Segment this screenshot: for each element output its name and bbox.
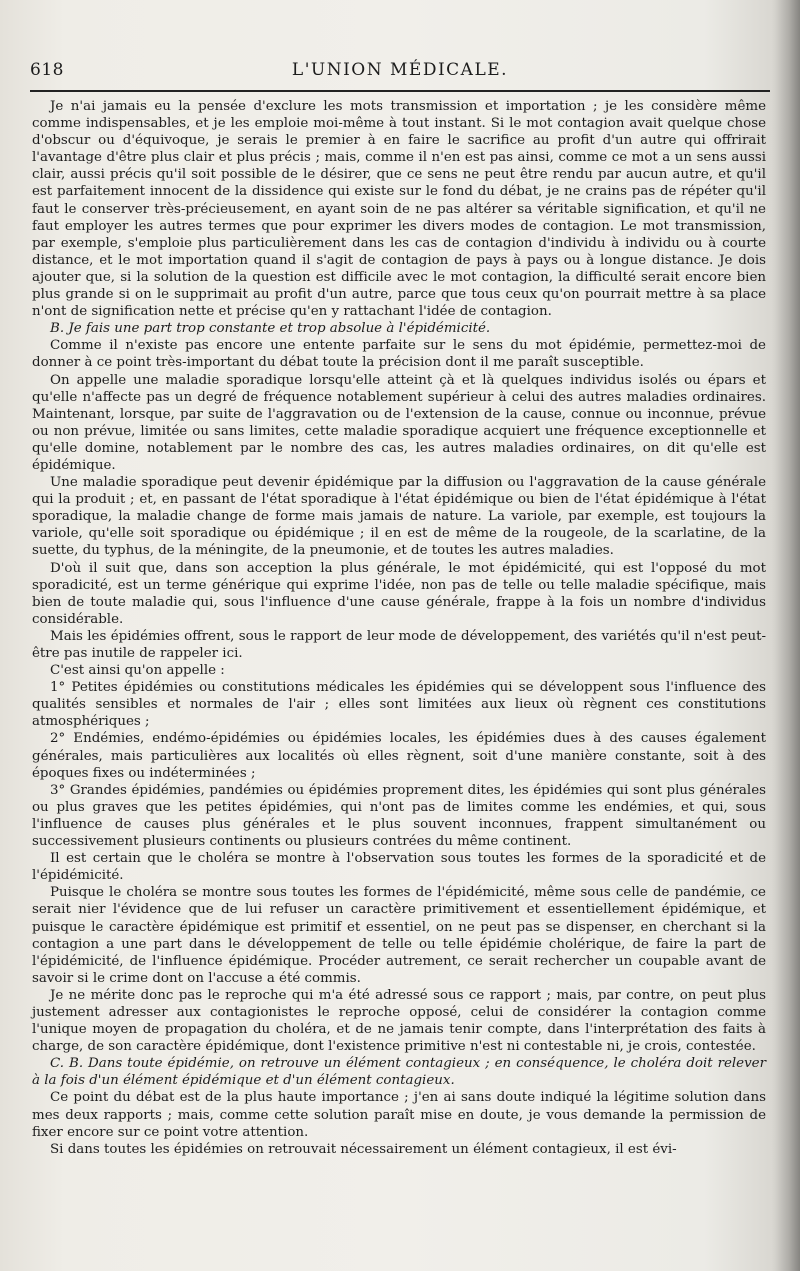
article-body: [32, 98, 766, 1158]
paragraph: Il est certain que le choléra se montre à l'observation sous toutes les formes de la sporadicité et de l'épidémicité.: [32, 851, 766, 884]
paragraph: On appelle une maladie sporadique lorsqu'elle atteint çà et là quelques individus isolés ou épars et qu'elle n'affecte pas un degré de fréquence notablement supérieur à celui des autres maladies ordinaires. Maintenant, lorsque, par suite de l'aggravation ou de l'extension de la cause, connue ou inconnue, prévue ou non prévue, limitée ou sans limites, cette maladie sporadique acquiert une fréquence exceptionnelle et qu'elle domine, notablement par le nombre des cas, les autres maladies ordinaires, on dit qu'elle est épidémique.: [32, 372, 766, 473]
book-gutter-shadow: [772, 0, 800, 1271]
section-heading-cb: C. B. Dans toute épidémie, on retrouve un élément contagieux ; en conséquence, le choléra doit relever à la fois d'un élément épidémique et d'un élément contagieux.: [32, 1056, 766, 1089]
paragraph: Si dans toutes les épidémies on retrouvait nécessairement un élément contagieux, il est évi-: [50, 1141, 677, 1157]
header-rule: [30, 90, 770, 92]
list-item: 3° Grandes épidémies, pandémies ou épidémies proprement dites, les épidémies qui sont plus générales ou plus graves que les petites épidémies, qui n'ont pas de limites comme les endémies, et qui, sous l'influence de causes plus générales et le plus souvent inconnues, frappent simultanément ou successivement plusieurs continents ou plusieurs contrées du même continent.: [32, 782, 766, 850]
paragraph: Ce point du débat est de la plus haute importance ; j'en ai sans doute indiqué la légitime solution dans mes deux rapports ; mais, comme cette solution paraît mise en doute, je vous demande la permission de fixer encore sur ce point votre attention.: [32, 1090, 766, 1140]
paragraph: Comme il n'existe pas encore une entente parfaite sur le sens du mot épidémie, permettez-moi de donner à ce point très-important du débat toute la précision dont il me paraît susceptible.: [32, 338, 766, 371]
paragraph: Je ne mérite donc pas le reproche qui m'a été adressé sous ce rapport ; mais, par contre, on peut plus justement adresser aux contagionistes le reproche opposé, celui de considérer la contagion comme l'unique moyen de propagation du choléra, et de ne jamais tenir compte, dans l'interprétation des faits à charge, de son caractère épidémique, dont l'existence primitive n'est ni contestable ni, je crois, contestée.: [32, 987, 766, 1055]
paragraph: Je n'ai jamais eu la pensée d'exclure les mots transmission et importation ; je les considère même comme indispensables, et je les emploie moi-même à tout instant. Si le mot contagion avait quelque chose d'obscur ou d'équivoque, je serais le premier à en faire le sacrifice au profit d'un autre qui offrirait l'avantage d'être plus clair et plus précis ; mais, comme il n'en est pas ainsi, comme ce mot a un sens aussi clair, aussi précis qu'il soit possible de le désirer, que ce sens ne peut être rendu par aucun autre, et qu'il est parfaitement innocent de la dissidence qui existe sur le fond du débat, je ne crains pas de répéter qu'il faut le conserver très-précieusement, en ayant soin de ne pas altérer sa véritable signification, et qu'il ne faut employer les autres termes que pour exprimer les divers modes de contagion. Le mot transmission, par exemple, s'emploie plus particulièrement dans les cas de contagion d'individu à individu ou à courte distance, et le mot importation quand il s'agit de contagion de pays à pays ou à longue distance. Je dois ajouter que, si la solution de la question est difficile avec le mot contagion, la difficulté serait encore bien plus grande si on le supprimait au profit d'un autre, parce que tous ceux qu'on pourrait mettre à sa place n'ont de signification nette et précise qu'en y rattachant l'idée de contagion.: [32, 99, 766, 320]
list-item: 1° Petites épidémies ou constitutions médicales les épidémies qui se développent sous l'influence des qualités sensibles et normales de l'air ; elles sont limitées aux lieux où règnent ces constitutions atmosphériques ;: [32, 680, 766, 730]
paragraph: C'est ainsi qu'on appelle :: [50, 663, 225, 679]
running-title: L'UNION MÉDICALE.: [291, 60, 509, 80]
paragraph: D'où il suit que, dans son acception la plus générale, le mot épidémicité, qui est l'opposé du mot sporadicité, est un terme générique qui exprime l'idée, non pas de telle ou telle maladie spécifique, mais bien de toute maladie qui, sous l'influence d'une cause générale, frappe à la fois un nombre d'individus considérable.: [32, 560, 766, 627]
section-heading-b: B. Je fais une part trop constante et trop absolue à l'épidémicité.: [50, 321, 491, 337]
list-item: 2° Endémies, endémo-épidémies ou épidémies locales, les épidémies dues à des causes également générales, mais particulières aux localités où elles règnent, soit d'une manière constante, soit à des époques fixes ou indéterminées ;: [32, 731, 766, 781]
page-number: 618: [30, 60, 64, 80]
paragraph: Puisque le choléra se montre sous toutes les formes de l'épidémicité, même sous celle de pandémie, ce serait nier l'évidence que de lui refuser un caractère primitivement et essentiellement épidémique, et puisque le caractère épidémique est primitif et essentiel, on ne peut pas se dispenser, en cherchant si la contagion a une part dans le développement de telle ou telle épidémie cholérique, de faire la part de l'épidémicité, de l'influence épidémique. Procéder autrement, ce serait rechercher un coupable avant de savoir si le crime dont on l'accuse a été commis.: [32, 885, 766, 986]
paragraph: Une maladie sporadique peut devenir épidémique par la diffusion ou l'aggravation de la cause générale qui la produit ; et, en passant de l'état sporadique à l'état épidémique ou bien de l'état épidémique à l'état sporadique, la maladie change de forme mais jamais de nature. La variole, par exemple, est toujours la variole, qu'elle soit sporadique ou épidémique ; il en est de même de la rougeole, de la scarlatine, de la suette, du typhus, de la méningite, de la pneumonie, et de toutes les autres maladies.: [32, 475, 766, 559]
page-header: [30, 56, 770, 90]
paragraph: Mais les épidémies offrent, sous le rapport de leur mode de développement, des variétés qu'il n'est peut-être pas inutile de rappeler ici.: [32, 628, 766, 661]
